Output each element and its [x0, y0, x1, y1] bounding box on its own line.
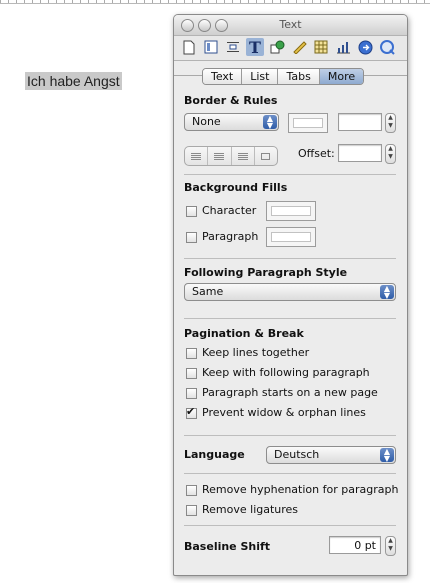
remove-hyphenation-label: Remove hyphenation for paragraph: [202, 483, 399, 496]
keep-lines-label: Keep lines together: [202, 346, 310, 359]
graphic-icon[interactable]: [268, 38, 286, 56]
language-value: Deutsch: [274, 448, 320, 461]
language-label: Language: [184, 448, 245, 461]
wrap-icon[interactable]: [224, 38, 242, 56]
popup-arrows-icon: ▲ ▼: [263, 115, 277, 129]
background-fills-heading: Background Fills: [184, 181, 288, 194]
offset-field[interactable]: [338, 144, 382, 162]
separator: [184, 174, 396, 175]
keep-with-next-checkbox[interactable]: [186, 368, 197, 379]
offset-label: Offset:: [298, 147, 335, 160]
border-style-popup[interactable]: [184, 113, 279, 131]
ruler: [0, 0, 430, 4]
new-page-checkbox[interactable]: [186, 388, 197, 399]
following-style-value: Same: [192, 285, 224, 298]
separator: [184, 435, 396, 436]
metrics-icon[interactable]: [290, 38, 308, 56]
widow-orphan-checkbox[interactable]: [186, 408, 197, 419]
border-rules-heading: Border & Rules: [184, 94, 278, 107]
chart-icon[interactable]: [334, 38, 352, 56]
character-fill-checkbox[interactable]: [186, 206, 197, 217]
paragraph-fill-label: Paragraph: [202, 230, 259, 243]
border-top-button[interactable]: [185, 147, 208, 165]
baseline-shift-field[interactable]: 0 pt: [329, 536, 381, 554]
new-page-label: Paragraph starts on a new page: [202, 386, 378, 399]
inspector-toolbar: [174, 36, 407, 61]
following-style-popup[interactable]: [184, 283, 396, 301]
pagination-heading: Pagination & Break: [184, 327, 304, 340]
keep-lines-checkbox[interactable]: [186, 348, 197, 359]
popup-arrows-icon: ▲ ▼: [380, 448, 394, 462]
window-title: Text: [279, 18, 302, 31]
quicktime-icon[interactable]: [378, 38, 396, 56]
baseline-shift-label: Baseline Shift: [184, 540, 271, 553]
character-color-well[interactable]: [266, 201, 316, 221]
border-position-segments: [184, 146, 278, 166]
baseline-shift-stepper[interactable]: ▲ ▼: [385, 536, 396, 556]
border-bottom-button[interactable]: [208, 147, 231, 165]
border-style-value: None: [192, 115, 221, 128]
title-bar[interactable]: [174, 15, 407, 36]
remove-ligatures-checkbox[interactable]: [186, 505, 197, 516]
offset-stepper[interactable]: ▲ ▼: [385, 144, 396, 164]
character-fill-label: Character: [202, 204, 257, 217]
document-icon[interactable]: [180, 38, 198, 56]
separator: [184, 318, 396, 319]
table-icon[interactable]: [312, 38, 330, 56]
border-all-button[interactable]: [255, 147, 277, 165]
popup-arrows-icon: ▲ ▼: [380, 285, 394, 299]
following-style-heading: Following Paragraph Style: [184, 266, 348, 279]
keep-with-next-label: Keep with following paragraph: [202, 366, 370, 379]
border-sides-button[interactable]: [232, 147, 255, 165]
link-icon[interactable]: [356, 38, 374, 56]
paragraph-fill-checkbox[interactable]: [186, 232, 197, 243]
remove-ligatures-label: Remove ligatures: [202, 503, 299, 516]
separator: [184, 525, 396, 526]
tab-text[interactable]: Text: [203, 69, 242, 84]
inspector-tabs: [202, 68, 364, 85]
separator: [184, 473, 396, 474]
separator: [184, 258, 396, 259]
border-width-stepper[interactable]: ▲ ▼: [385, 113, 396, 133]
text-inspector-panel: [173, 14, 408, 576]
tab-tabs[interactable]: Tabs: [278, 69, 319, 84]
language-popup[interactable]: [266, 446, 396, 464]
layout-icon[interactable]: [202, 38, 220, 56]
border-width-field[interactable]: [338, 113, 382, 131]
selected-document-text[interactable]: Ich habe Angst: [27, 73, 120, 89]
tab-list[interactable]: List: [242, 69, 278, 84]
widow-orphan-label: Prevent widow & orphan lines: [202, 406, 366, 419]
tab-more[interactable]: More: [320, 69, 363, 84]
text-icon[interactable]: T: [246, 38, 264, 56]
remove-hyphenation-checkbox[interactable]: [186, 485, 197, 496]
border-color-well[interactable]: [288, 113, 328, 133]
paragraph-color-well[interactable]: [266, 227, 316, 247]
